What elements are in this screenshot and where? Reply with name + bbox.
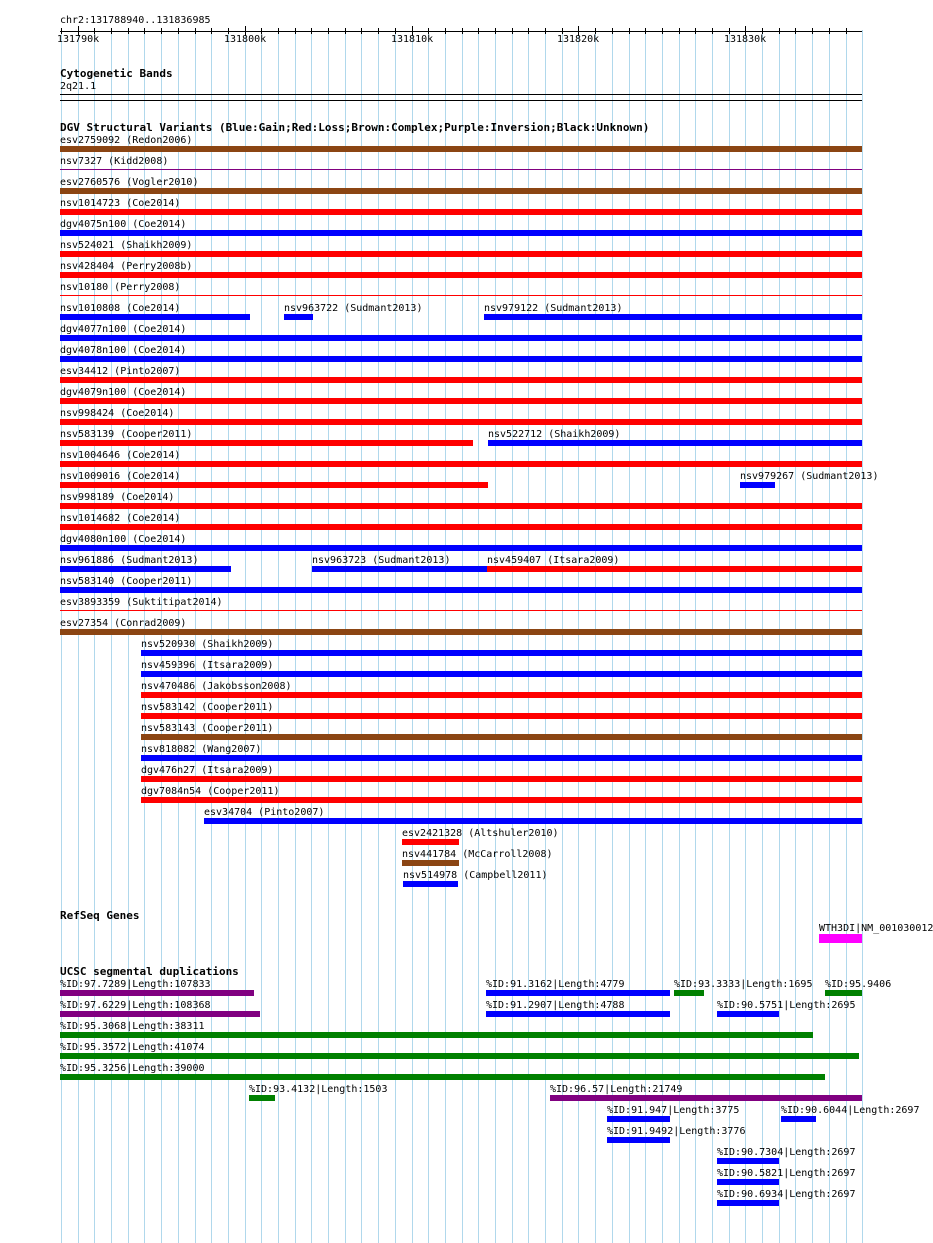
dgv-variant-bar[interactable] [60, 169, 862, 170]
dgv-variant-bar[interactable] [60, 377, 862, 383]
dgv-variant-label: nsv963722 (Sudmant2013) [284, 303, 423, 314]
segdup-label: %ID:90.5751|Length:2695 [717, 1000, 856, 1011]
dgv-variant-label: nsv1014723 (Coe2014) [60, 198, 181, 209]
ruler-minor-tick [795, 28, 796, 34]
dgv-variant-label: nsv1004646 (Coe2014) [60, 450, 181, 461]
cytoband-label: 2q21.1 [60, 81, 97, 92]
dgv-variant-label: nsv963723 (Sudmant2013) [312, 555, 451, 566]
segdup-bar[interactable] [60, 1053, 859, 1059]
segdup-label: %ID:97.7289|Length:107833 [60, 979, 211, 990]
ruler-minor-tick [629, 28, 630, 34]
segdup-label: %ID:97.6229|Length:108368 [60, 1000, 211, 1011]
ruler-tick-label: 131800k [224, 34, 267, 45]
ruler-minor-tick [495, 28, 496, 34]
dgv-variant-label: esv2760576 (Vogler2010) [60, 177, 199, 188]
dgv-variant-label: nsv979267 (Sudmant2013) [740, 471, 879, 482]
dgv-variant-bar[interactable] [60, 419, 862, 425]
ruler-minor-tick [378, 28, 379, 34]
dgv-variant-label: esv2759092 (Redon2006) [60, 135, 193, 146]
ruler-minor-tick [178, 28, 179, 34]
dgv-variant-label: dgv4075n100 (Coe2014) [60, 219, 187, 230]
gridline [862, 30, 863, 1243]
dgv-variant-bar[interactable] [60, 146, 862, 152]
dgv-variant-bar[interactable] [60, 251, 862, 257]
ruler-axis [60, 31, 862, 32]
dgv-variant-label: nsv470486 (Jakobsson2008) [141, 681, 292, 692]
refseq-track-title[interactable]: RefSeq Genes [60, 909, 140, 922]
dgv-variant-label: nsv583139 (Cooper2011) [60, 429, 193, 440]
dgv-variant-bar[interactable] [60, 545, 862, 551]
segdup-track-title[interactable]: UCSC segmental duplications [60, 965, 239, 978]
ruler-minor-tick [445, 28, 446, 34]
cytoband-bar-top [60, 94, 862, 95]
ruler-minor-tick [612, 28, 613, 34]
dgv-variant-label: nsv522712 (Shaikh2009) [488, 429, 621, 440]
dgv-variant-bar[interactable] [60, 209, 862, 215]
dgv-variant-bar[interactable] [141, 692, 862, 698]
dgv-variant-bar[interactable] [141, 650, 862, 656]
segdup-bar[interactable] [60, 1011, 260, 1017]
dgv-variant-label: esv2421328 (Altshuler2010) [402, 828, 559, 839]
dgv-variant-label: nsv428404 (Perry2008b) [60, 261, 193, 272]
cytoband-track-title[interactable]: Cytogenetic Bands [60, 67, 173, 80]
ruler-minor-tick [311, 28, 312, 34]
segdup-label: %ID:90.6044|Length:2697 [781, 1105, 920, 1116]
dgv-variant-label: esv27354 (Conrad2009) [60, 618, 187, 629]
dgv-variant-label: nsv459396 (Itsara2009) [141, 660, 274, 671]
dgv-variant-bar[interactable] [484, 314, 862, 320]
dgv-variant-label: dgv476n27 (Itsara2009) [141, 765, 274, 776]
segdup-bar[interactable] [60, 1032, 813, 1038]
dgv-variant-label: nsv514978 (Campbell2011) [403, 870, 548, 881]
segdup-bar[interactable] [717, 1011, 779, 1017]
cytoband-bar-bottom [60, 100, 862, 101]
dgv-variant-bar[interactable] [60, 398, 862, 404]
ruler-tick-label: 131810k [391, 34, 434, 45]
segdup-label: %ID:96.57|Length:21749 [550, 1084, 683, 1095]
refseq-gene-label: WTH3DI|NM_001030012 [819, 923, 933, 934]
ruler-minor-tick [478, 28, 479, 34]
ruler-minor-tick [712, 28, 713, 34]
dgv-variant-bar[interactable] [141, 776, 862, 782]
dgv-variant-bar[interactable] [487, 566, 862, 572]
ruler-minor-tick [128, 28, 129, 34]
dgv-variant-bar[interactable] [141, 755, 862, 761]
segdup-bar[interactable] [825, 990, 862, 996]
dgv-variant-label: nsv818082 (Wang2007) [141, 744, 262, 755]
dgv-variant-label: dgv7084n54 (Cooper2011) [141, 786, 280, 797]
dgv-variant-label: dgv4077n100 (Coe2014) [60, 324, 187, 335]
dgv-variant-label: dgv4080n100 (Coe2014) [60, 534, 187, 545]
segdup-label: %ID:91.3162|Length:4779 [486, 979, 625, 990]
dgv-variant-bar[interactable] [312, 566, 487, 572]
ruler-minor-tick [528, 28, 529, 34]
segdup-bar[interactable] [674, 990, 704, 996]
dgv-variant-bar[interactable] [60, 461, 862, 467]
segdup-label: %ID:93.3333|Length:1695 [674, 979, 813, 990]
dgv-variant-label: nsv441784 (McCarroll2008) [402, 849, 553, 860]
dgv-variant-label: esv34412 (Pinto2007) [60, 366, 181, 377]
dgv-variant-bar[interactable] [60, 230, 862, 236]
segdup-bar[interactable] [717, 1200, 779, 1206]
dgv-variant-bar[interactable] [60, 524, 862, 530]
region-label: chr2:131788940..131836985 [60, 15, 211, 26]
dgv-variant-bar[interactable] [402, 839, 459, 845]
segdup-label: %ID:90.5821|Length:2697 [717, 1168, 856, 1179]
ruler-minor-tick [779, 28, 780, 34]
dgv-variant-label: nsv583143 (Cooper2011) [141, 723, 274, 734]
dgv-variant-bar[interactable] [60, 272, 862, 278]
dgv-variant-label: esv34704 (Pinto2007) [204, 807, 325, 818]
dgv-track-title[interactable]: DGV Structural Variants (Blue:Gain;Red:Loss;Brown:Complex;Purple:Inversion;Black:Unknown) [60, 121, 650, 134]
ruler-minor-tick [144, 28, 145, 34]
dgv-variant-label: nsv998424 (Coe2014) [60, 408, 175, 419]
dgv-variant-bar[interactable] [284, 314, 313, 320]
dgv-variant-bar[interactable] [740, 482, 775, 488]
dgv-variant-bar[interactable] [60, 356, 862, 362]
dgv-variant-bar[interactable] [141, 734, 862, 740]
ruler-minor-tick [695, 28, 696, 34]
dgv-variant-bar[interactable] [60, 335, 862, 341]
segdup-label: %ID:91.9492|Length:3776 [607, 1126, 746, 1137]
ruler-minor-tick [829, 28, 830, 34]
ruler-minor-tick [328, 28, 329, 34]
dgv-variant-bar[interactable] [141, 713, 862, 719]
ruler-minor-tick [545, 28, 546, 34]
dgv-variant-bar[interactable] [60, 566, 231, 572]
dgv-variant-bar[interactable] [60, 629, 862, 635]
segdup-bar[interactable] [249, 1095, 275, 1101]
dgv-variant-bar[interactable] [60, 188, 862, 194]
ruler-minor-tick [812, 28, 813, 34]
dgv-variant-bar[interactable] [60, 610, 862, 611]
ruler-minor-tick [278, 28, 279, 34]
dgv-variant-label: nsv459407 (Itsara2009) [487, 555, 620, 566]
dgv-variant-label: nsv961886 (Sudmant2013) [60, 555, 199, 566]
ruler-minor-tick [679, 28, 680, 34]
segdup-label: %ID:95.3068|Length:38311 [60, 1021, 205, 1032]
segdup-label: %ID:95.3572|Length:41074 [60, 1042, 205, 1053]
segdup-label: %ID:90.6934|Length:2697 [717, 1189, 856, 1200]
segdup-label: %ID:95.9406 [825, 979, 892, 990]
ruler-minor-tick [512, 28, 513, 34]
segdup-bar[interactable] [607, 1116, 670, 1122]
segdup-bar[interactable] [486, 1011, 670, 1017]
ruler-minor-tick [111, 28, 112, 34]
dgv-variant-label: nsv583140 (Cooper2011) [60, 576, 193, 587]
ruler-minor-tick [195, 28, 196, 34]
ruler-minor-tick [361, 28, 362, 34]
dgv-variant-bar[interactable] [403, 881, 458, 887]
dgv-variant-bar[interactable] [60, 482, 488, 488]
segdup-bar[interactable] [717, 1179, 779, 1185]
segdup-bar[interactable] [607, 1137, 670, 1143]
segdup-bar[interactable] [550, 1095, 862, 1101]
segdup-bar[interactable] [60, 990, 254, 996]
dgv-variant-label: nsv520930 (Shaikh2009) [141, 639, 274, 650]
dgv-variant-bar[interactable] [60, 440, 473, 446]
dgv-variant-label: nsv524021 (Shaikh2009) [60, 240, 193, 251]
dgv-variant-label: nsv1010808 (Coe2014) [60, 303, 181, 314]
segdup-label: %ID:90.7304|Length:2697 [717, 1147, 856, 1158]
dgv-variant-bar[interactable] [60, 503, 862, 509]
dgv-variant-label: dgv4079n100 (Coe2014) [60, 387, 187, 398]
ruler-tick-label: 131830k [724, 34, 767, 45]
ruler-minor-tick [846, 28, 847, 34]
dgv-variant-bar[interactable] [204, 818, 862, 824]
ruler-minor-tick [662, 28, 663, 34]
segdup-bar[interactable] [486, 990, 670, 996]
dgv-variant-bar[interactable] [488, 440, 862, 446]
dgv-variant-label: nsv979122 (Sudmant2013) [484, 303, 623, 314]
dgv-variant-bar[interactable] [60, 314, 250, 320]
segdup-bar[interactable] [60, 1074, 825, 1080]
dgv-variant-label: nsv7327 (Kidd2008) [60, 156, 169, 167]
refseq-gene-bar[interactable] [819, 934, 862, 943]
dgv-variant-bar[interactable] [60, 295, 862, 296]
dgv-variant-label: nsv1014682 (Coe2014) [60, 513, 181, 524]
ruler-tick-label: 131790k [57, 34, 100, 45]
ruler-minor-tick [462, 28, 463, 34]
dgv-variant-bar[interactable] [402, 860, 459, 866]
segdup-label: %ID:93.4132|Length:1503 [249, 1084, 388, 1095]
segdup-label: %ID:95.3256|Length:39000 [60, 1063, 205, 1074]
dgv-variant-bar[interactable] [60, 587, 862, 593]
segdup-label: %ID:91.2907|Length:4788 [486, 1000, 625, 1011]
ruler-minor-tick [345, 28, 346, 34]
ruler-minor-tick [645, 28, 646, 34]
dgv-variant-bar[interactable] [141, 797, 862, 803]
dgv-variant-label: nsv1009016 (Coe2014) [60, 471, 181, 482]
ruler-minor-tick [295, 28, 296, 34]
dgv-variant-label: esv3893359 (Suktitipat2014) [60, 597, 223, 608]
ruler-minor-tick [211, 28, 212, 34]
dgv-variant-label: nsv10180 (Perry2008) [60, 282, 181, 293]
segdup-bar[interactable] [717, 1158, 779, 1164]
dgv-variant-label: nsv998189 (Coe2014) [60, 492, 175, 503]
ruler-tick-label: 131820k [557, 34, 600, 45]
segdup-bar[interactable] [781, 1116, 816, 1122]
dgv-variant-label: nsv583142 (Cooper2011) [141, 702, 274, 713]
segdup-label: %ID:91.947|Length:3775 [607, 1105, 740, 1116]
ruler-minor-tick [161, 28, 162, 34]
dgv-variant-bar[interactable] [141, 671, 862, 677]
dgv-variant-label: dgv4078n100 (Coe2014) [60, 345, 187, 356]
